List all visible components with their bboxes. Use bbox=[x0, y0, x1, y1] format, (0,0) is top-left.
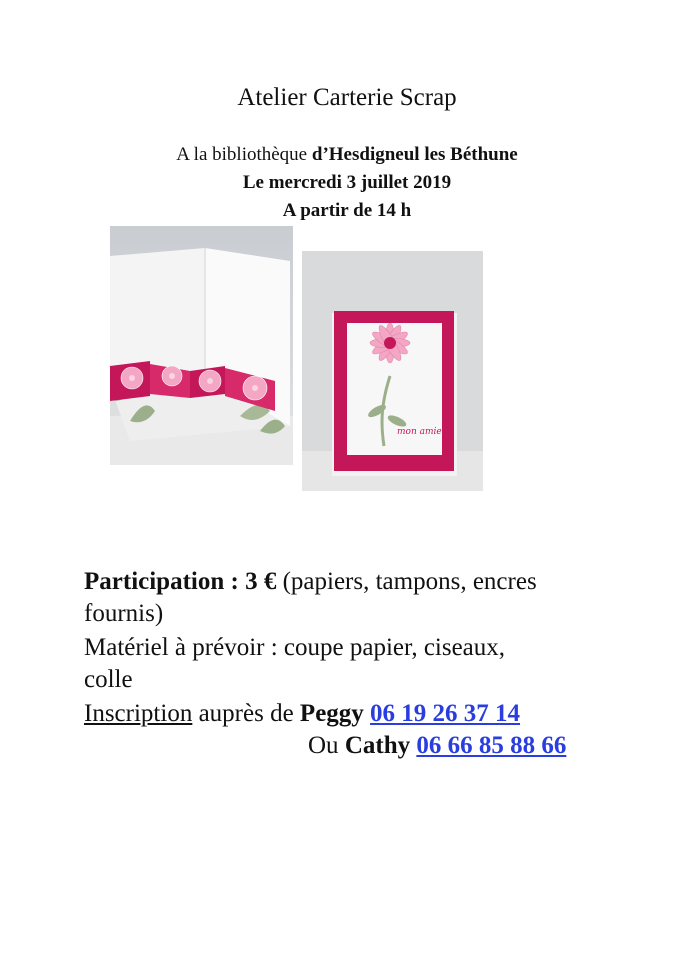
inscription-line bbox=[84, 698, 520, 730]
phone-link-cathy[interactable]: 06 66 85 88 66 bbox=[416, 732, 567, 759]
ou-text: Ou bbox=[308, 732, 345, 759]
participation-detail: (papiers, tampons, encres bbox=[276, 568, 537, 595]
alt-contact-line bbox=[308, 730, 566, 762]
inscription-label: Inscription bbox=[84, 700, 193, 727]
location-line bbox=[0, 144, 694, 166]
card-pop-up-photo bbox=[110, 226, 293, 465]
page-title: Atelier Carterie Scrap bbox=[237, 84, 457, 111]
phone-link-peggy[interactable]: 06 19 26 37 14 bbox=[370, 700, 521, 727]
contact-name-cathy: Cathy bbox=[344, 732, 411, 759]
card-caption: mon amie bbox=[397, 427, 442, 437]
participation-line-2: fournis) bbox=[84, 600, 164, 627]
participation-label: Participation : 3 € bbox=[84, 568, 277, 595]
contact-name-peggy: Peggy bbox=[299, 700, 364, 727]
materiel-line-2: colle bbox=[84, 666, 133, 693]
location-prefix: A la bibliothèque bbox=[176, 144, 312, 165]
aupres-text: auprès de bbox=[192, 700, 300, 727]
card-daisy-photo bbox=[302, 251, 483, 491]
time-line: A partir de 14 h bbox=[282, 200, 412, 221]
materiel-line: Matériel à prévoir : coupe papier, ciseaux, bbox=[84, 634, 506, 661]
participation-line bbox=[84, 566, 537, 598]
location-name: d’Hesdigneul les Béthune bbox=[311, 144, 518, 165]
date-line: Le mercredi 3 juillet 2019 bbox=[242, 172, 452, 193]
